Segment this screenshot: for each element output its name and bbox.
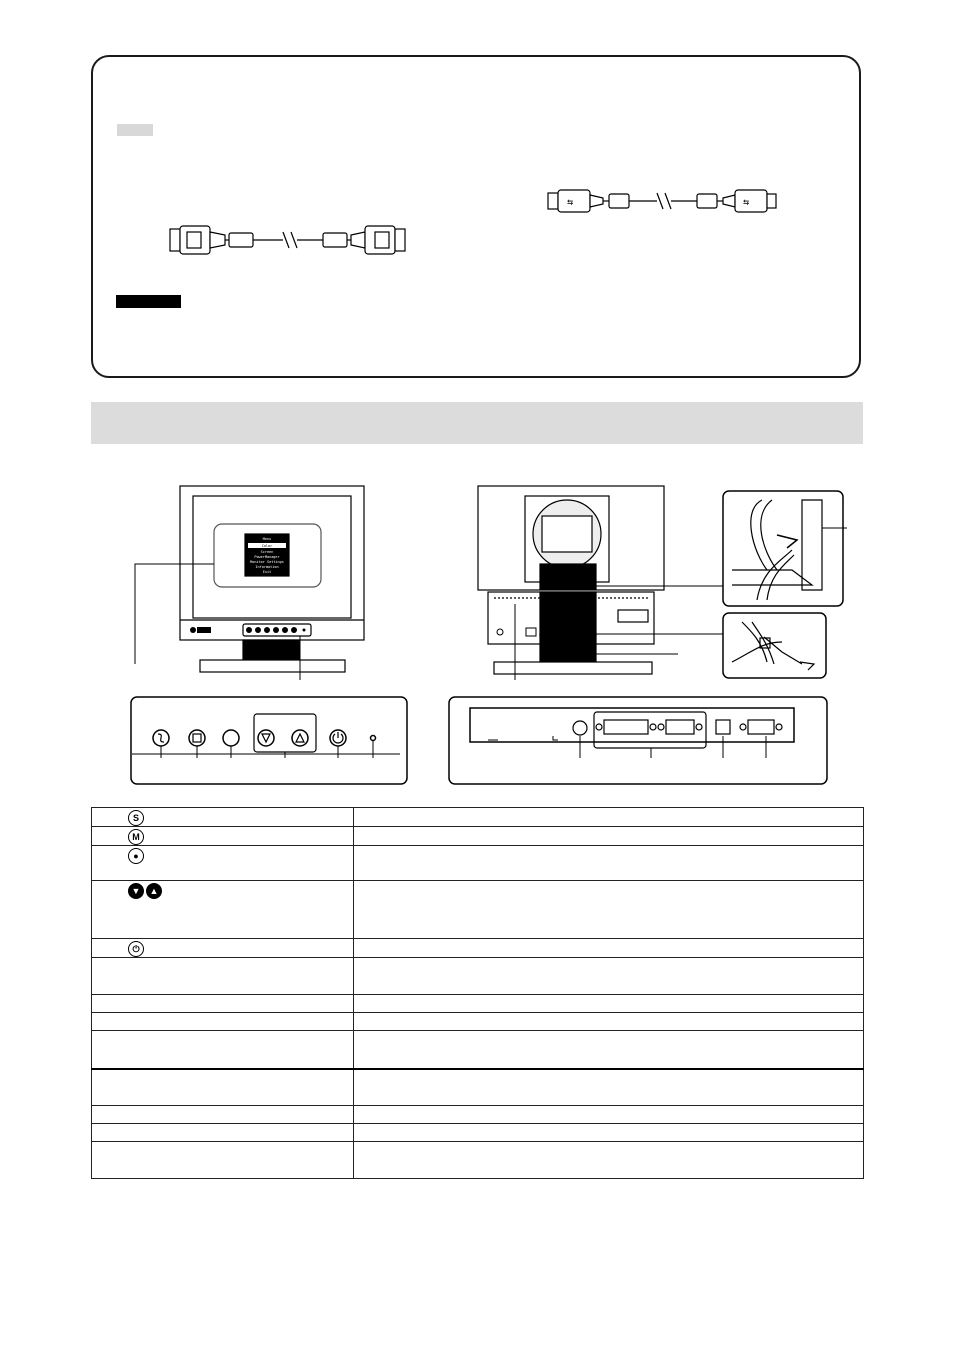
table-cell — [354, 881, 864, 939]
table-row — [92, 939, 864, 958]
menu-item: PowerManager — [254, 555, 280, 559]
table-cell — [354, 827, 864, 846]
table-cell — [354, 1031, 864, 1069]
table-cell — [354, 808, 864, 827]
table-cell — [92, 827, 354, 846]
controls-table — [91, 807, 864, 1179]
menu-item: Information — [255, 565, 279, 569]
table-cell — [92, 1106, 354, 1124]
front-panel-buttons-illustration — [130, 696, 408, 786]
table-cell — [354, 1069, 864, 1106]
table-cell — [354, 1142, 864, 1179]
table-cell — [354, 958, 864, 995]
signal-cable-illustration — [165, 220, 415, 260]
attention-tag — [116, 295, 181, 308]
down-button-icon: ▼ — [128, 883, 144, 899]
table-cell — [354, 995, 864, 1013]
m-button-icon: M — [128, 829, 144, 845]
table-row — [92, 846, 864, 881]
section-header-bar — [91, 402, 863, 444]
menu-item: Screen — [260, 550, 274, 554]
table-row — [92, 881, 864, 939]
table-row — [92, 1031, 864, 1069]
table-cell — [92, 939, 354, 958]
power-button-icon: ⏻ — [128, 941, 144, 957]
callout-lines — [580, 560, 730, 660]
table-cell — [354, 846, 864, 881]
svg-text:⇆: ⇆ — [743, 197, 750, 208]
table-cell — [92, 1142, 354, 1179]
table-row — [92, 958, 864, 995]
monitor-front-illustration — [125, 484, 415, 680]
table-cell — [92, 1069, 354, 1106]
svg-text:⇆: ⇆ — [567, 197, 574, 208]
table-cell — [92, 1031, 354, 1069]
table-row — [92, 827, 864, 846]
usb-cable-illustration — [545, 185, 785, 217]
table-row — [92, 995, 864, 1013]
table-row — [92, 1124, 864, 1142]
table-row — [92, 1069, 864, 1106]
table-cell — [92, 881, 354, 939]
table-cell — [354, 1106, 864, 1124]
up-button-icon: ▲ — [146, 883, 162, 899]
cable-clamp-detail — [722, 612, 828, 680]
menu-item: Exit — [262, 570, 272, 574]
enter-button-icon: ● — [128, 848, 144, 864]
table-row — [92, 1142, 864, 1179]
cable-holder-detail — [722, 490, 852, 608]
table-cell — [354, 1013, 864, 1031]
s-button-icon: S — [128, 810, 144, 826]
table-cell — [92, 995, 354, 1013]
menu-item: Color — [261, 544, 273, 548]
menu-title: Menu — [262, 537, 272, 541]
table-cell — [354, 1124, 864, 1142]
table-row — [92, 1013, 864, 1031]
table-cell — [92, 1124, 354, 1142]
table-cell — [92, 808, 354, 827]
table-row — [92, 808, 864, 827]
rear-connectors-illustration — [448, 696, 830, 786]
note-tag — [117, 124, 153, 136]
menu-item: Monitor Settings — [250, 560, 284, 564]
table-cell — [92, 958, 354, 995]
table-cell — [354, 939, 864, 958]
table-cell — [92, 1013, 354, 1031]
table-cell — [92, 846, 354, 881]
table-row — [92, 1106, 864, 1124]
